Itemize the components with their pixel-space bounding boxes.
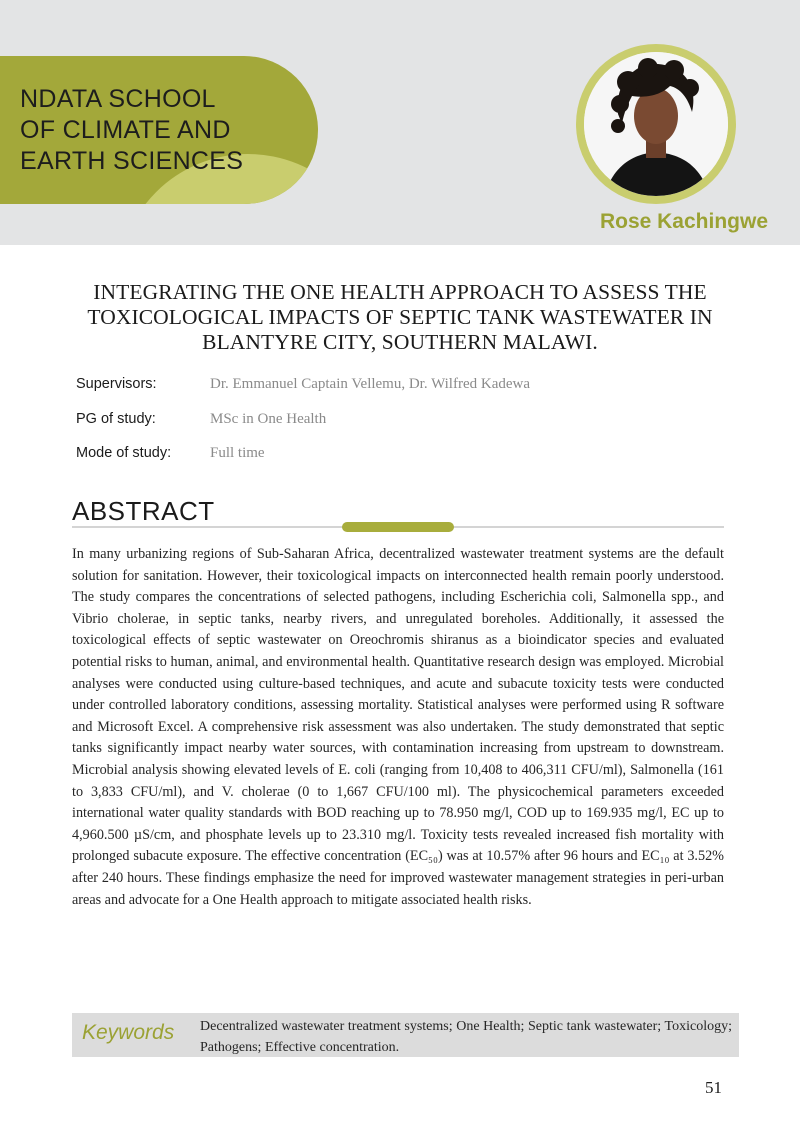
author-photo <box>584 52 728 196</box>
keywords-box <box>72 1013 739 1057</box>
school-name: NDATA SCHOOL OF CLIMATE AND EARTH SCIENCES <box>20 85 244 175</box>
abstract-divider-accent <box>342 522 454 532</box>
mode-value: Full time <box>210 445 265 461</box>
programme-label: PG of study: <box>76 411 156 427</box>
supervisors-label: Supervisors: <box>76 376 157 392</box>
author-portrait-image <box>584 52 728 196</box>
paper-title: INTEGRATING THE ONE HEALTH APPROACH TO ASSESS THE TOXICOLOGICAL IMPACTS OF SEPTIC TANK WASTEWATER IN BLANTYRE CITY, SOUTHERN MALAWI. <box>87 280 713 354</box>
mode-label: Mode of study: <box>76 445 172 461</box>
keywords-label: Keywords <box>82 1021 175 1044</box>
mode-row <box>76 445 676 467</box>
programme-value: MSc in One Health <box>210 411 327 427</box>
header-band <box>0 0 800 245</box>
abstract-body: In many urbanizing regions of Sub-Saharan Africa, decentralized wastewater treatment systems are the default solution for sanitation. However, their toxicological impacts on interconnected health remain poorly understood. The study compares the concentrations of selected pathogens, including Escherichia coli, Salmonella spp., and Vibrio cholerae, in septic tanks, nearby rivers, and unregulated boreholes. Additionally, it assessed the toxicological effects of septic wastewater on Oreochromis shiranus as a bioindicator species and evaluated potential risks to human, animal, and environmental health. Quantitative research design was employed. Microbial analyses were conducted using culture-based techniques, and acute and subacute toxicity tests were conducted under controlled laboratory conditions, assessing mortality. Statistical analyses were performed using R software and Microsoft Excel. A comprehensive risk assessment was also undertaken. The study demonstrated that septic tanks significantly impact nearby water sources, with contamination increasing from upstream to downstream. Microbial analysis showing elevated levels of E. coli (ranging from 10,408 to 406,311 CFU/ml), Salmonella (161 to 3,833 CFU/ml), and V. cholerae (0 to 1,667 CFU/100 ml). The physicochemical parameters exceeded international water quality standards with BOD reaching up to 78.950 mg/l, COD up to 169.935 mg/l, EC up to 4,960.500 µS/cm, and phosphate levels up to 23.310 mg/l. Toxicity tests revealed increased fish mortality with prolonged subacute exposure. The effective concentration (EC₅₀) was at 10.57% after 96 hours and EC₁₀ at 3.52% after 240 hours. These findings emphasize the need for improved wastewater management strategies in peri-urban areas and advocate for a One Health approach to mitigate associated health risks. <box>72 546 724 908</box>
supervisors-value: Dr. Emmanuel Captain Vellemu, Dr. Wilfred Kadewa <box>210 376 531 392</box>
page-number: 51 <box>705 1078 722 1097</box>
school-banner <box>0 56 318 204</box>
programme-row <box>76 411 676 433</box>
author-name: Rose Kachingwe <box>599 210 768 233</box>
supervisors-row <box>76 376 676 398</box>
abstract-heading: ABSTRACT <box>72 496 215 526</box>
keywords-text: Decentralized wastewater treatment systems; One Health; Septic tank wastewater; Toxicology; Pathogens; Effective concentration. <box>200 1019 732 1055</box>
